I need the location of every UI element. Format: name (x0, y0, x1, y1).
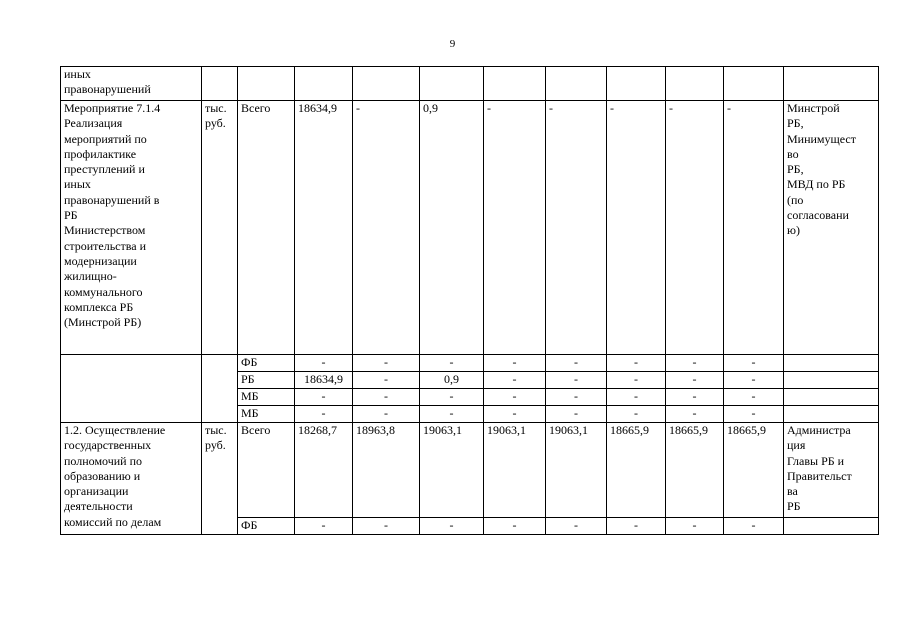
funding-source-cell: ФБ (238, 355, 295, 372)
value-cell: - (724, 406, 784, 423)
value-cell: 19063,1 (546, 423, 607, 518)
value-cell: - (420, 355, 484, 372)
value-cell: 18634,9 (295, 372, 353, 389)
value-cell: 0,9 (420, 101, 484, 355)
table-row (61, 101, 879, 355)
value-cell: - (295, 389, 353, 406)
value-cell (666, 67, 724, 101)
activity-name-cell: иных правонарушений (61, 67, 202, 101)
empty-unit-cell (202, 355, 238, 423)
value-cell: 19063,1 (420, 423, 484, 518)
unit-cell: тыс. руб. (202, 101, 238, 355)
value-cell: - (353, 389, 420, 406)
activity-name-cell: Мероприятие 7.1.4 Реализация мероприятий по профилактике преступлений и иных правонарушений в РБ Министерством строительства и модернизации жилищно- коммунального комплекса РБ (Минстрой РБ) (61, 101, 202, 355)
empty-executor-cell (784, 518, 879, 535)
value-cell: - (295, 406, 353, 423)
value-cell: - (724, 518, 784, 535)
value-cell: 18665,9 (666, 423, 724, 518)
value-cell: - (607, 406, 666, 423)
value-cell: - (666, 518, 724, 535)
empty-executor-cell (784, 355, 879, 372)
value-cell: - (546, 518, 607, 535)
program-table (60, 66, 879, 535)
unit-cell: тыс. руб. (202, 423, 238, 535)
value-cell: - (546, 372, 607, 389)
value-cell: - (607, 372, 666, 389)
executor-cell (784, 67, 879, 101)
value-cell: - (353, 372, 420, 389)
empty-executor-cell (784, 406, 879, 423)
value-cell: - (353, 406, 420, 423)
value-cell: - (484, 355, 546, 372)
value-cell: - (724, 389, 784, 406)
value-cell: - (484, 406, 546, 423)
value-cell: - (607, 101, 666, 355)
value-cell: - (353, 518, 420, 535)
empty-name-cell (61, 355, 202, 423)
value-cell: - (420, 406, 484, 423)
value-cell: - (724, 372, 784, 389)
funding-source-cell: ФБ (238, 518, 295, 535)
table-row (61, 423, 879, 518)
value-cell: 18634,9 (295, 101, 353, 355)
executor-cell: Минстрой РБ, Минимущест во РБ, МВД по РБ (по согласовани ю) (784, 101, 879, 355)
value-cell: 18268,7 (295, 423, 353, 518)
value-cell (353, 67, 420, 101)
value-cell: - (546, 406, 607, 423)
value-cell: 19063,1 (484, 423, 546, 518)
unit-cell (202, 67, 238, 101)
value-cell: - (666, 389, 724, 406)
funding-source-cell: Всего (238, 101, 295, 355)
value-cell: - (295, 355, 353, 372)
value-cell: - (607, 355, 666, 372)
funding-source-cell: МБ (238, 406, 295, 423)
value-cell: 18963,8 (353, 423, 420, 518)
value-cell (724, 67, 784, 101)
value-cell: - (353, 101, 420, 355)
empty-executor-cell (784, 372, 879, 389)
value-cell: 18665,9 (607, 423, 666, 518)
value-cell (420, 67, 484, 101)
value-cell: - (724, 355, 784, 372)
table-row (61, 355, 879, 372)
value-cell: - (353, 355, 420, 372)
funding-source-cell: Всего (238, 423, 295, 518)
value-cell: - (666, 355, 724, 372)
empty-executor-cell (784, 389, 879, 406)
value-cell: - (607, 518, 666, 535)
value-cell: - (666, 372, 724, 389)
value-cell: - (546, 389, 607, 406)
page-number: 9 (449, 38, 456, 50)
value-cell: - (546, 355, 607, 372)
value-cell: - (420, 518, 484, 535)
value-cell: - (607, 389, 666, 406)
value-cell: - (666, 406, 724, 423)
value-cell: 0,9 (420, 372, 484, 389)
funding-source-cell: МБ (238, 389, 295, 406)
value-cell (607, 67, 666, 101)
value-cell: - (666, 101, 724, 355)
value-cell: - (546, 101, 607, 355)
value-cell: 18665,9 (724, 423, 784, 518)
value-cell: - (420, 389, 484, 406)
activity-name-cell: 1.2. Осуществление государственных полномочий по образованию и организации деятельности комиссий по делам (61, 423, 202, 535)
executor-cell: Администра ция Главы РБ и Правительст ва РБ (784, 423, 879, 518)
funding-source-cell (238, 67, 295, 101)
value-cell: - (484, 518, 546, 535)
value-cell: - (295, 518, 353, 535)
value-cell: - (484, 372, 546, 389)
funding-source-cell: РБ (238, 372, 295, 389)
value-cell: - (484, 101, 546, 355)
value-cell: - (484, 389, 546, 406)
value-cell (484, 67, 546, 101)
value-cell (546, 67, 607, 101)
value-cell: - (724, 101, 784, 355)
table-row (61, 67, 879, 101)
value-cell (295, 67, 353, 101)
